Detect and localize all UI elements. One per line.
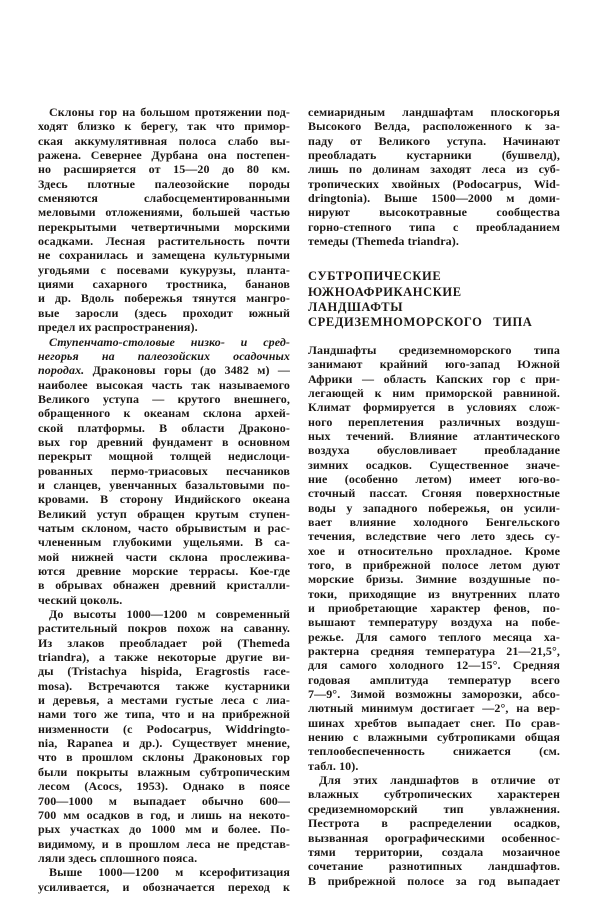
text-line (38, 363, 290, 377)
text-line: triandra), а также некоторые другие ви- (38, 650, 290, 665)
text-line: вых гор древний фундамент в основном (38, 434, 290, 449)
paragraph (308, 105, 560, 248)
text-line: хое и относительно прохладное. Кроме (308, 543, 560, 558)
text-line: годовая амплитуда температур всего (308, 672, 560, 687)
paragraph (308, 343, 560, 773)
text-line: ного переплетения различных воздуш- (308, 414, 560, 429)
text-line: лесом (Acocs, 1953). Однако в поясе (38, 779, 290, 794)
text-line: режье. Для самого теплого месяца ха- (308, 629, 560, 644)
text-line: Выше 1000—1200 м ксерофитизация (49, 865, 290, 880)
text-line: и др. Вдоль побережья тянутся мангро- (38, 291, 290, 306)
paragraph (38, 335, 290, 608)
text-line: теплообеспеченность снижается (см. (308, 744, 560, 759)
text-line: рых участках до 1000 мм и более. По- (38, 822, 290, 837)
text-line: занимают крайний юго-запад Южной (308, 357, 560, 372)
text-line: Для этих ландшафтов в отличие от (319, 773, 560, 788)
text-line: ды (Tristachya hispida, Eragrostis race- (38, 664, 290, 679)
text-line: dringtonia). Выше 1500—2000 м доми- (308, 191, 560, 206)
text-line: ческий цоколь. (38, 592, 123, 607)
text-line: лишь по долинам заходят леса из суб- (308, 162, 560, 177)
text-line: ются древние морские террасы. Кое-где (38, 564, 290, 578)
text-line: нению с влажными субтропиками общая (308, 730, 560, 745)
text-line: горно-степного типа с преобладанием (308, 219, 560, 234)
text-line: ской платформы. В области Драконо- (38, 420, 290, 435)
text-line: сменяются слабосцементированными (38, 191, 290, 206)
text-line: сточный пассат. Сгоняя поверхностные (308, 486, 560, 501)
text-line: рованных пермо-триасовых песчаников (38, 463, 290, 478)
text-line: того, в прибрежной полосе летом дуют (308, 557, 560, 572)
text-line: угодьями с посевами кукурузы, планта- (38, 262, 290, 277)
text-line: нируют высокотравные сообщества (308, 205, 560, 220)
text-line: влажных субтропических характерен (308, 787, 560, 802)
text-line: тропических хвойных (Podocarpus, Wid- (308, 176, 560, 191)
text-line: ляли здесь сплошного пояса. (38, 850, 198, 865)
text-line: для самого холодного 12—15°. Средняя (308, 658, 560, 673)
text-line: видимому, и в прошлом леса не представ- (38, 836, 290, 851)
text-line: вызванная орографическими особеннос- (308, 830, 560, 845)
text-line: и приобретающие характер фенов, по- (308, 601, 560, 615)
text-line: темеды (Themeda triandra). (308, 234, 459, 249)
text-line: Африки — область Капских гор с при- (308, 371, 560, 386)
text-line: сочетание разнотипных ландшафтов. (308, 859, 560, 874)
text-line: До высоты 1000—1200 м современный (49, 607, 290, 622)
text-line: mosa). Встречаются также кустарники (38, 678, 290, 693)
text-line: перекрытыми четвертичными морскими (38, 219, 290, 234)
text-line: чатым склоном, часто обрывистым и рас- (38, 520, 290, 535)
text-line: ская аккумулятивная полоса слабо вы- (38, 133, 290, 148)
column-right (308, 105, 560, 888)
text-line: зимних осадков. Существенное значе- (308, 457, 560, 472)
text-line (38, 349, 290, 363)
heading-line: СРЕДИЗЕМНОМОРСКОГО ТИПА (308, 314, 533, 329)
text-line: но расширяется от 15—20 до 80 км. (38, 162, 290, 177)
text-line: Высокого Велда, расположенного к за- (308, 119, 560, 134)
text-line: кровами. В сторону Индийского океана (38, 492, 290, 507)
text-line: члененным глубокими ущельями. В са- (38, 535, 290, 550)
text-line: шинах хребтов выпадает снег. По срав- (308, 715, 560, 730)
paragraph (308, 773, 560, 888)
text-line: морские бризы. Зимние воздушные по- (308, 572, 560, 587)
text-line: табл. 10). (308, 758, 359, 773)
text-line: Климат формируется в условиях слож- (308, 400, 560, 415)
text-line: ние (особенно летом) имеет юго-во- (308, 471, 560, 486)
italic-text-segment: породах. (38, 363, 85, 378)
text-line: усиливается, и обозначается переход к (38, 879, 290, 894)
text-line: Из злаков преобладает рой (Themeda (38, 635, 290, 650)
text-line: рактерна средняя температура 21—21,5°, (308, 644, 560, 659)
text-line: вышают температуру воздуха на побе- (308, 615, 560, 630)
text-line: не сохранилась и замещена культурными (38, 248, 290, 263)
text-line: легающей к ним приморской равниной. (308, 385, 560, 400)
text-line: 700 мм осадков в год, и лишь на некото- (38, 807, 290, 822)
text-line: и сланцев, увенчанных базальтовыми по- (38, 477, 290, 492)
text-line: в обрывах обнажен древний кристалли- (38, 578, 290, 593)
text-line: nia, Rapanea и др.). Существует мнение, (38, 736, 290, 751)
text-line: мой нижней части склона прослежива- (38, 549, 290, 564)
text-line: преобладать кустарники (бушвелд), (308, 148, 560, 163)
heading-line: СУБТРОПИЧЕСКИЕ (308, 269, 442, 284)
text-line (38, 335, 290, 349)
italic-text-segment: негорья на палеозойских осадочных (38, 348, 290, 363)
text-line: Пестрота в распределении осадков, (308, 816, 560, 831)
text-line: воздуха обусловливает преобладание (308, 443, 560, 458)
section-heading (308, 269, 560, 329)
text-line: Великий уступ обращен крутым ступен- (38, 506, 290, 521)
text-line: Ландшафты средиземноморского типа (308, 342, 560, 357)
text-line: токи, приходящие из внутренних плато (308, 586, 560, 601)
text-line: что в прошлом склоны Драконовых гор (38, 750, 290, 765)
text-line: Склоны гор на большом протяжении под- (49, 105, 290, 119)
text-line: меловыми отложениями, большей частью (38, 205, 290, 220)
paragraph (38, 865, 290, 894)
text-line: обращенного к океанам склона архей- (38, 406, 290, 421)
text-line: циями сахарного тростника, бананов (38, 277, 290, 292)
text-line: Здесь плотные палеозойские породы (38, 176, 290, 191)
text-line: осадками. Лесная растительность почти (38, 234, 290, 249)
text-line: вые заросли (здесь проходит южный (38, 305, 290, 320)
text-line: и деревья, а местами густые леса с лиа- (38, 693, 290, 708)
text-line: течения, вследствие чего лето здесь су- (308, 529, 560, 544)
text-line: паду от Великого уступа. Начинают (308, 133, 560, 148)
column-left (38, 105, 290, 894)
text-line: ражена. Севернее Дурбана она постепен- (38, 148, 290, 163)
text-line: наиболее высокая часть так называемого (38, 377, 290, 392)
text-line: ных течений. Влияние атлантического (308, 428, 560, 443)
text-line: перекрыт мощной толщей недислоци- (38, 449, 290, 464)
text-line: В прибрежной полосе за год выпадает (308, 873, 560, 888)
text-segment: Драконовы горы (до 3482 м) — (84, 363, 290, 378)
text-line: 700—1000 м выпадает обычно 600— (38, 793, 290, 808)
text-line: средиземноморский тип увлажнения. (308, 801, 560, 816)
text-line: семиаридным ландшафтам плоскогорья (308, 105, 560, 119)
text-line: были покрыты влажным субтропическим (38, 764, 290, 779)
text-line: нами того же типа, что и на прибрежной (38, 707, 290, 722)
heading-line: ЛАНДШАФТЫ (308, 299, 404, 314)
text-line: лютный минимум достигает —2°, на вер- (308, 701, 560, 716)
text-line: тями территории, создала мозаичное (308, 844, 560, 859)
paragraph (38, 105, 290, 335)
text-line: Великого уступа — крутого внешнего, (38, 391, 290, 406)
paragraph (38, 607, 290, 865)
text-line: растительный покров похож на саванну. (38, 621, 290, 636)
heading-line: ЮЖНОАФРИКАНСКИЕ (308, 284, 462, 299)
text-line: низменности (с Podocarpus, Widdringto- (38, 721, 290, 736)
text-line: ходят близко к берегу, так что примор- (38, 119, 290, 134)
text-line: предел их распространения). (38, 320, 198, 335)
text-line: вает влияние холодного Бенгельского (308, 514, 560, 529)
text-line: 7—9°. Зимой возможны заморозки, абсо- (308, 687, 560, 702)
text-line: воды у западного побережья, он усили- (308, 500, 560, 515)
italic-text-segment: Ступенчато-столовые низко- и сред- (49, 334, 290, 349)
